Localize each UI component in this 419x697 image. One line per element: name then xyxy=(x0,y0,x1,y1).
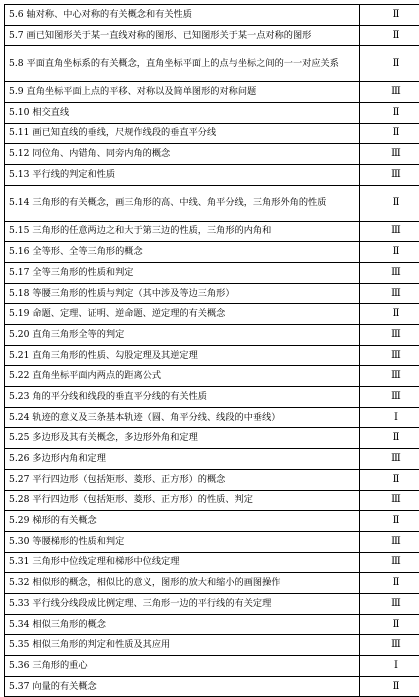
table-row xyxy=(5,593,419,614)
level-cell: Ⅲ xyxy=(360,635,419,656)
level-cell: Ⅱ xyxy=(360,46,419,82)
topic-cell: 5.14 三角形的有关概念，画三角形的高、中线、角平分线，三角形外角的性质 xyxy=(5,185,360,221)
table-row xyxy=(5,221,419,242)
topic-cell: 5.36 三角形的重心 xyxy=(5,656,360,677)
level-cell: Ⅲ xyxy=(360,262,419,283)
level-cell: Ⅲ xyxy=(360,82,419,103)
level-cell: Ⅲ xyxy=(360,144,419,165)
topic-level-table xyxy=(4,4,419,697)
level-cell: Ⅲ xyxy=(360,552,419,573)
table-row xyxy=(5,262,419,283)
level-cell: Ⅱ xyxy=(360,185,419,221)
table-row xyxy=(5,614,419,635)
topic-cell: 5.22 直角坐标平面内两点的距离公式 xyxy=(5,366,360,387)
topic-cell: 5.16 全等形、全等三角形的概念 xyxy=(5,242,360,263)
topic-cell: 5.17 全等三角形的性质和判定 xyxy=(5,262,360,283)
level-cell: Ⅲ xyxy=(360,325,419,346)
table-row xyxy=(5,165,419,186)
topic-cell: 5.6 轴对称、中心对称的有关概念和有关性质 xyxy=(5,5,360,26)
level-cell: Ⅲ xyxy=(360,449,419,470)
level-cell: Ⅰ xyxy=(360,407,419,428)
table-row xyxy=(5,46,419,82)
level-cell: Ⅲ xyxy=(360,366,419,387)
level-cell: Ⅲ xyxy=(360,221,419,242)
topic-cell: 5.31 三角形中位线定理和梯形中位线定理 xyxy=(5,552,360,573)
topic-cell: 5.19 命题、定理、证明、逆命题、逆定理的有关概念 xyxy=(5,304,360,325)
level-cell: Ⅱ xyxy=(360,573,419,594)
table-row xyxy=(5,102,419,123)
table-row xyxy=(5,5,419,26)
topic-cell: 5.10 相交直线 xyxy=(5,102,360,123)
table-body xyxy=(5,5,419,697)
level-cell: Ⅱ xyxy=(360,469,419,490)
level-cell: Ⅱ xyxy=(360,428,419,449)
table-row xyxy=(5,283,419,304)
topic-cell: 5.33 平行线分线段成比例定理、三角形一边的平行线的有关定理 xyxy=(5,593,360,614)
table-row xyxy=(5,82,419,103)
topic-cell: 5.32 相似形的概念，相似比的意义，图形的放大和缩小的画图操作 xyxy=(5,573,360,594)
level-cell: Ⅱ xyxy=(360,25,419,46)
level-cell: Ⅲ xyxy=(360,531,419,552)
table-row xyxy=(5,345,419,366)
topic-cell: 5.9 直角坐标平面上点的平移、对称以及简单图形的对称问题 xyxy=(5,82,360,103)
topic-cell: 5.23 角的平分线和线段的垂直平分线的有关性质 xyxy=(5,387,360,408)
table-row xyxy=(5,428,419,449)
topic-cell: 5.13 平行线的判定和性质 xyxy=(5,165,360,186)
level-cell: Ⅱ xyxy=(360,5,419,26)
table-row xyxy=(5,123,419,144)
table-row xyxy=(5,552,419,573)
topic-cell: 5.25 多边形及其有关概念，多边形外角和定理 xyxy=(5,428,360,449)
table-row xyxy=(5,469,419,490)
table-row xyxy=(5,144,419,165)
topic-cell: 5.35 相似三角形的判定和性质及其应用 xyxy=(5,635,360,656)
table-row xyxy=(5,573,419,594)
topic-cell: 5.20 直角三角形全等的判定 xyxy=(5,325,360,346)
topic-cell: 5.8 平面直角坐标系的有关概念，直角坐标平面上的点与坐标之间的一一对应关系 xyxy=(5,46,360,82)
level-cell: Ⅲ xyxy=(360,490,419,511)
topic-cell: 5.18 等腰三角形的性质与判定（其中涉及等边三角形） xyxy=(5,283,360,304)
table-row xyxy=(5,635,419,656)
level-cell: Ⅱ xyxy=(360,102,419,123)
topic-cell: 5.29 梯形的有关概念 xyxy=(5,511,360,532)
table-row xyxy=(5,511,419,532)
level-cell: Ⅱ xyxy=(360,123,419,144)
table-row xyxy=(5,185,419,221)
table-row xyxy=(5,490,419,511)
level-cell: Ⅲ xyxy=(360,345,419,366)
level-cell: Ⅰ xyxy=(360,656,419,677)
table-row xyxy=(5,407,419,428)
table-row xyxy=(5,25,419,46)
level-cell: Ⅱ xyxy=(360,676,419,697)
topic-cell: 5.11 画已知直线的垂线，尺规作线段的垂直平分线 xyxy=(5,123,360,144)
table-row xyxy=(5,366,419,387)
level-cell: Ⅲ xyxy=(360,165,419,186)
table-row xyxy=(5,387,419,408)
level-cell: Ⅲ xyxy=(360,593,419,614)
level-cell: Ⅱ xyxy=(360,304,419,325)
level-cell: Ⅲ xyxy=(360,387,419,408)
level-cell: Ⅱ xyxy=(360,614,419,635)
topic-cell: 5.15 三角形的任意两边之和大于第三边的性质，三角形的内角和 xyxy=(5,221,360,242)
table-row xyxy=(5,531,419,552)
topic-cell: 5.37 向量的有关概念 xyxy=(5,676,360,697)
topic-cell: 5.7 画已知图形关于某一直线对称的图形、已知图形关于某一点对称的图形 xyxy=(5,25,360,46)
level-cell: Ⅲ xyxy=(360,283,419,304)
table-row xyxy=(5,449,419,470)
topic-cell: 5.26 多边形内角和定理 xyxy=(5,449,360,470)
table-row xyxy=(5,325,419,346)
table-row xyxy=(5,656,419,677)
topic-cell: 5.28 平行四边形（包括矩形、菱形、正方形）的性质、判定 xyxy=(5,490,360,511)
table-row xyxy=(5,304,419,325)
table-row xyxy=(5,242,419,263)
topic-cell: 5.27 平行四边形（包括矩形、菱形、正方形）的概念 xyxy=(5,469,360,490)
level-cell: Ⅱ xyxy=(360,511,419,532)
topic-cell: 5.34 相似三角形的概念 xyxy=(5,614,360,635)
topic-cell: 5.12 同位角、内错角、同旁内角的概念 xyxy=(5,144,360,165)
topic-cell: 5.24 轨迹的意义及三条基本轨迹（圆、角平分线、线段的中垂线） xyxy=(5,407,360,428)
level-cell: Ⅱ xyxy=(360,242,419,263)
topic-cell: 5.21 直角三角形的性质、勾股定理及其逆定理 xyxy=(5,345,360,366)
topic-cell: 5.30 等腰梯形的性质和判定 xyxy=(5,531,360,552)
